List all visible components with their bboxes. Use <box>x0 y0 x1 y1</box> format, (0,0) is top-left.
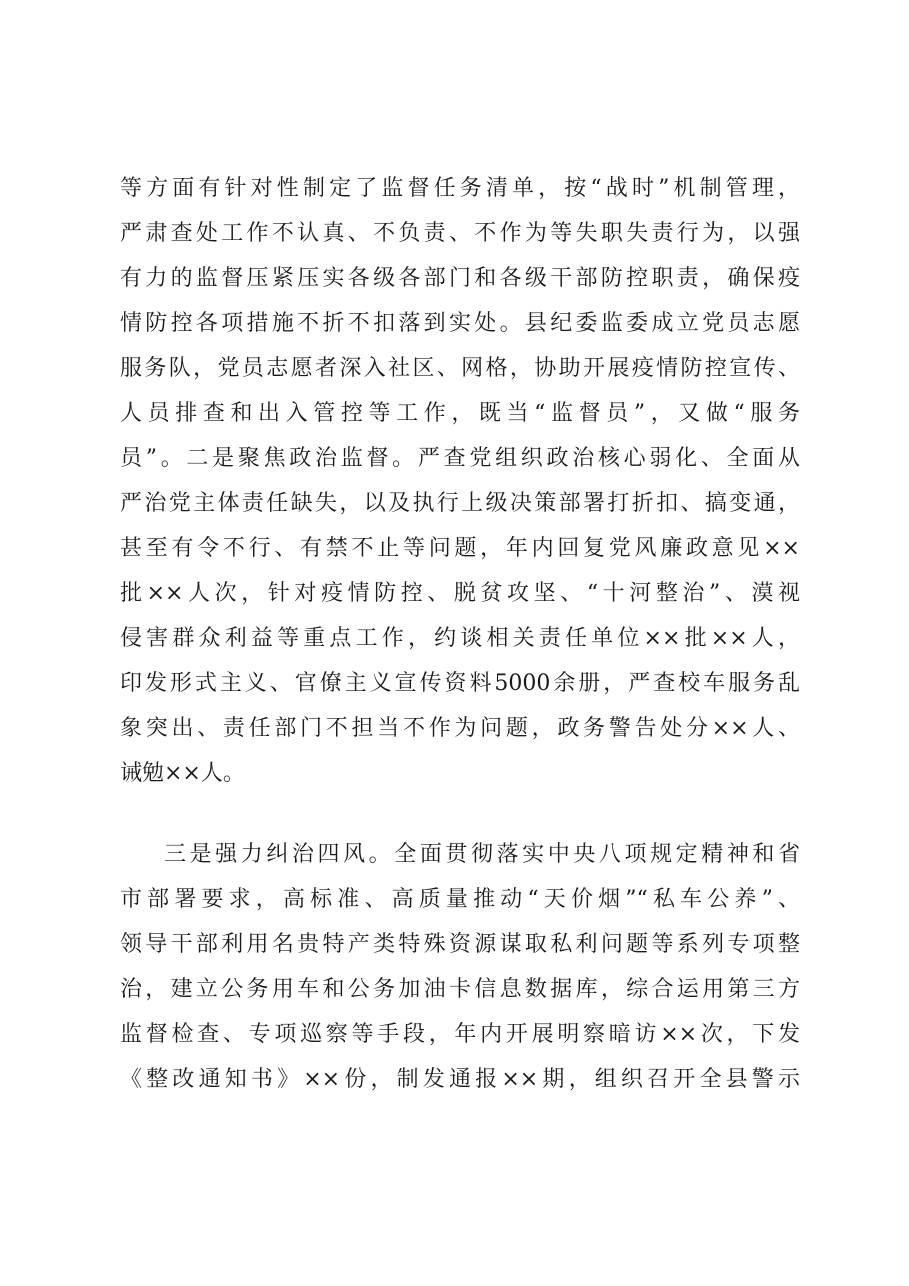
text-line: 印发形式主义、官僚主义宣传资料5000余册，严查校车服务乱 <box>120 671 800 696</box>
text-line: 领导干部利用名贵特产类特殊资源谋取私利问题等系列专项整 <box>120 932 800 957</box>
text-line: 监督检查、专项巡察等手段，年内开展明察暗访××次，下发 <box>120 1022 800 1047</box>
text-line: 严肃查处工作不认真、不负责、不作为等失职失责行为，以强 <box>120 221 800 246</box>
text-line: 批××人次，针对疫情防控、脱贫攻坚、“十河整治”、漠视 <box>120 581 800 606</box>
text-line: 象突出、责任部门不担当不作为问题，政务警告处分××人、 <box>120 716 800 741</box>
text-line: 治，建立公务用车和公务加油卡信息数据库，综合运用第三方 <box>120 977 800 1002</box>
text-line: 等方面有针对性制定了监督任务清单，按“战时”机制管理， <box>120 176 800 201</box>
text-line: 市部署要求，高标准、高质量推动“天价烟”“私车公养”、 <box>120 887 800 912</box>
text-line: 人员排查和出入管控等工作，既当“监督员”，又做“服务 <box>120 401 800 426</box>
text-line: 员”。二是聚焦政治监督。严查党组织政治核心弱化、全面从 <box>120 446 800 471</box>
text-line: 严治党主体责任缺失，以及执行上级决策部署打折扣、搞变通， <box>120 491 800 516</box>
text-line: 侵害群众利益等重点工作，约谈相关责任单位××批××人， <box>120 626 800 651</box>
text-line: 诫勉××人。 <box>120 761 245 786</box>
text-line: 服务队，党员志愿者深入社区、网格，协助开展疫情防控宣传、 <box>120 356 800 381</box>
text-line: 情防控各项措施不折不扣落到实处。县纪委监委成立党员志愿 <box>120 311 800 336</box>
text-line: 甚至有令不行、有禁不止等问题，年内回复党风廉政意见×× <box>120 536 800 561</box>
paragraph-2 <box>120 832 800 1102</box>
paragraph-1 <box>120 166 800 796</box>
text-line: 有力的监督压紧压实各级各部门和各级干部防控职责，确保疫 <box>120 266 800 291</box>
text-line: 三是强力纠治四风。全面贯彻落实中央八项规定精神和省 <box>164 842 800 867</box>
text-line: 《整改通知书》××份，制发通报××期，组织召开全县警示 <box>120 1067 800 1092</box>
